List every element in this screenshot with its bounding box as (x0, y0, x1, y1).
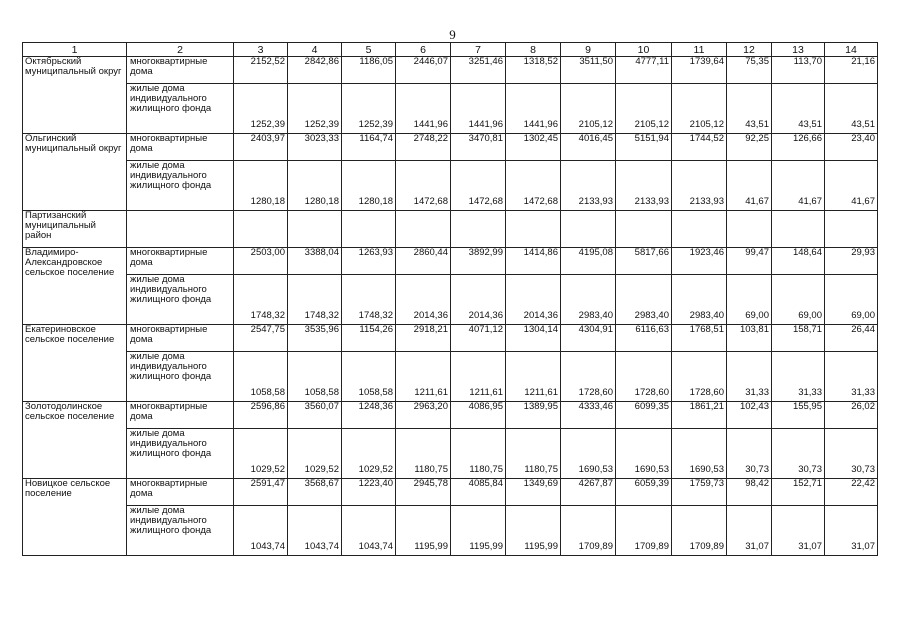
table-cell (616, 211, 672, 248)
tariff-table (22, 42, 878, 556)
value-cell: 2963,20 (396, 402, 451, 429)
table-row (23, 275, 878, 325)
value-cell: 155,95 (772, 402, 825, 429)
value-cell: 103,81 (727, 325, 772, 352)
value-cell: 126,66 (772, 134, 825, 161)
value-cell: 3388,04 (288, 248, 342, 275)
value-cell: 1302,45 (506, 134, 561, 161)
value-cell: 1029,52 (342, 429, 396, 479)
value-cell: 1441,96 (451, 84, 506, 134)
value-cell: 1195,99 (506, 506, 561, 556)
value-cell: 1180,75 (396, 429, 451, 479)
table-cell (561, 211, 616, 248)
value-cell: 6116,63 (616, 325, 672, 352)
column-number-header: 4 (288, 43, 342, 57)
value-cell: 41,67 (825, 161, 878, 211)
value-cell: 41,67 (727, 161, 772, 211)
table-cell (234, 211, 288, 248)
value-cell: 31,33 (727, 352, 772, 402)
value-cell: 43,51 (825, 84, 878, 134)
value-cell: 43,51 (772, 84, 825, 134)
value-cell: 43,51 (727, 84, 772, 134)
value-cell: 2014,36 (396, 275, 451, 325)
value-cell: 1058,58 (234, 352, 288, 402)
value-cell: 23,40 (825, 134, 878, 161)
value-cell: 1280,18 (288, 161, 342, 211)
district-name: Екатериновское сельское поселение (23, 325, 127, 402)
value-cell: 30,73 (825, 429, 878, 479)
value-cell: 102,43 (727, 402, 772, 429)
value-cell: 2446,07 (396, 57, 451, 84)
column-number-header: 9 (561, 43, 616, 57)
value-cell: 4086,95 (451, 402, 506, 429)
value-cell: 2748,22 (396, 134, 451, 161)
value-cell: 1690,53 (561, 429, 616, 479)
value-cell: 1186,05 (342, 57, 396, 84)
value-cell: 2591,47 (234, 479, 288, 506)
value-cell: 158,71 (772, 325, 825, 352)
value-cell: 1739,64 (672, 57, 727, 84)
value-cell: 3511,50 (561, 57, 616, 84)
value-cell: 1043,74 (288, 506, 342, 556)
value-cell: 1472,68 (396, 161, 451, 211)
table-row (23, 506, 878, 556)
building-type: многоквартирные дома (127, 402, 234, 429)
table-cell (127, 211, 234, 248)
value-cell: 2152,52 (234, 57, 288, 84)
value-cell: 1252,39 (288, 84, 342, 134)
page-number: 9 (449, 27, 456, 42)
value-cell: 1248,36 (342, 402, 396, 429)
table-cell (772, 211, 825, 248)
value-cell: 1252,39 (342, 84, 396, 134)
value-cell: 3251,46 (451, 57, 506, 84)
value-cell: 4777,11 (616, 57, 672, 84)
value-cell: 1223,40 (342, 479, 396, 506)
value-cell: 1280,18 (234, 161, 288, 211)
value-cell: 75,35 (727, 57, 772, 84)
table-row (23, 211, 878, 248)
district-name: Ольгинский муниципальный округ (23, 134, 127, 211)
value-cell: 1861,21 (672, 402, 727, 429)
value-cell: 3568,67 (288, 479, 342, 506)
table-cell (727, 211, 772, 248)
value-cell: 3470,81 (451, 134, 506, 161)
table-cell (506, 211, 561, 248)
value-cell: 2983,40 (672, 275, 727, 325)
value-cell: 1154,26 (342, 325, 396, 352)
value-cell: 1690,53 (616, 429, 672, 479)
value-cell: 31,33 (825, 352, 878, 402)
value-cell: 1211,61 (506, 352, 561, 402)
column-number-header: 7 (451, 43, 506, 57)
table-row (23, 57, 878, 84)
value-cell: 6099,35 (616, 402, 672, 429)
column-number-row (23, 43, 878, 57)
building-type: жилые дома индивидуального жилищного фонда (127, 429, 234, 479)
value-cell: 1304,14 (506, 325, 561, 352)
value-cell: 1180,75 (506, 429, 561, 479)
value-cell: 1728,60 (561, 352, 616, 402)
value-cell: 1472,68 (506, 161, 561, 211)
value-cell: 2014,36 (506, 275, 561, 325)
value-cell: 1043,74 (342, 506, 396, 556)
value-cell: 1211,61 (396, 352, 451, 402)
table-row (23, 161, 878, 211)
table-row (23, 248, 878, 275)
value-cell: 5151,94 (616, 134, 672, 161)
value-cell: 1195,99 (451, 506, 506, 556)
value-cell: 2547,75 (234, 325, 288, 352)
value-cell: 1472,68 (451, 161, 506, 211)
table-row (23, 429, 878, 479)
column-number-header: 14 (825, 43, 878, 57)
value-cell: 4333,46 (561, 402, 616, 429)
table-row (23, 402, 878, 429)
district-name: Октябрьский муниципальный округ (23, 57, 127, 134)
table-cell (672, 211, 727, 248)
value-cell: 4085,84 (451, 479, 506, 506)
value-cell: 4267,87 (561, 479, 616, 506)
building-type: многоквартирные дома (127, 134, 234, 161)
building-type: многоквартирные дома (127, 479, 234, 506)
value-cell: 3892,99 (451, 248, 506, 275)
district-name: Золотодолинское сельское поселение (23, 402, 127, 479)
value-cell: 2014,36 (451, 275, 506, 325)
column-number-header: 1 (23, 43, 127, 57)
table-row (23, 352, 878, 402)
value-cell: 1748,32 (342, 275, 396, 325)
value-cell: 2983,40 (616, 275, 672, 325)
value-cell: 29,93 (825, 248, 878, 275)
value-cell: 2133,93 (672, 161, 727, 211)
value-cell: 2918,21 (396, 325, 451, 352)
value-cell: 2503,00 (234, 248, 288, 275)
value-cell: 1728,60 (672, 352, 727, 402)
table-cell (342, 211, 396, 248)
value-cell: 3023,33 (288, 134, 342, 161)
table-row (23, 479, 878, 506)
value-cell: 2133,93 (561, 161, 616, 211)
building-type: многоквартирные дома (127, 57, 234, 84)
value-cell: 152,71 (772, 479, 825, 506)
value-cell: 1349,69 (506, 479, 561, 506)
value-cell: 4195,08 (561, 248, 616, 275)
column-number-header: 5 (342, 43, 396, 57)
value-cell: 1748,32 (288, 275, 342, 325)
table-cell (288, 211, 342, 248)
value-cell: 2403,97 (234, 134, 288, 161)
column-number-header: 11 (672, 43, 727, 57)
value-cell: 26,02 (825, 402, 878, 429)
value-cell: 1195,99 (396, 506, 451, 556)
value-cell: 2105,12 (561, 84, 616, 134)
table-cell (451, 211, 506, 248)
district-name: Владимиро-Александровское сельское поселение (23, 248, 127, 325)
value-cell: 148,64 (772, 248, 825, 275)
table-row (23, 325, 878, 352)
value-cell: 1709,89 (616, 506, 672, 556)
value-cell: 2842,86 (288, 57, 342, 84)
column-number-header: 10 (616, 43, 672, 57)
value-cell: 22,42 (825, 479, 878, 506)
table-cell (825, 211, 878, 248)
value-cell: 3560,07 (288, 402, 342, 429)
value-cell: 1058,58 (342, 352, 396, 402)
value-cell: 1164,74 (342, 134, 396, 161)
value-cell: 1709,89 (561, 506, 616, 556)
value-cell: 113,70 (772, 57, 825, 84)
district-name: Партизанский муниципальный район (23, 211, 127, 248)
district-name: Новицкое сельское поселение (23, 479, 127, 556)
value-cell: 31,07 (825, 506, 878, 556)
value-cell: 1768,51 (672, 325, 727, 352)
column-number-header: 6 (396, 43, 451, 57)
value-cell: 31,33 (772, 352, 825, 402)
value-cell: 69,00 (727, 275, 772, 325)
value-cell: 31,07 (727, 506, 772, 556)
value-cell: 1690,53 (672, 429, 727, 479)
value-cell: 30,73 (727, 429, 772, 479)
building-type: жилые дома индивидуального жилищного фонда (127, 161, 234, 211)
value-cell: 4304,91 (561, 325, 616, 352)
building-type: многоквартирные дома (127, 325, 234, 352)
value-cell: 3535,96 (288, 325, 342, 352)
value-cell: 1748,32 (234, 275, 288, 325)
value-cell: 1759,73 (672, 479, 727, 506)
value-cell: 4016,45 (561, 134, 616, 161)
building-type: жилые дома индивидуального жилищного фонда (127, 352, 234, 402)
value-cell: 1728,60 (616, 352, 672, 402)
value-cell: 1744,52 (672, 134, 727, 161)
value-cell: 1029,52 (288, 429, 342, 479)
table-row (23, 84, 878, 134)
value-cell: 2983,40 (561, 275, 616, 325)
value-cell: 26,44 (825, 325, 878, 352)
value-cell: 1318,52 (506, 57, 561, 84)
value-cell: 69,00 (825, 275, 878, 325)
value-cell: 1180,75 (451, 429, 506, 479)
building-type: многоквартирные дома (127, 248, 234, 275)
value-cell: 1441,96 (506, 84, 561, 134)
value-cell: 1029,52 (234, 429, 288, 479)
value-cell: 1043,74 (234, 506, 288, 556)
column-number-header: 8 (506, 43, 561, 57)
building-type: жилые дома индивидуального жилищного фонда (127, 275, 234, 325)
value-cell: 2105,12 (616, 84, 672, 134)
value-cell: 2133,93 (616, 161, 672, 211)
column-number-header: 2 (127, 43, 234, 57)
value-cell: 2105,12 (672, 84, 727, 134)
value-cell: 69,00 (772, 275, 825, 325)
value-cell: 1923,46 (672, 248, 727, 275)
value-cell: 1709,89 (672, 506, 727, 556)
value-cell: 1280,18 (342, 161, 396, 211)
column-number-header: 13 (772, 43, 825, 57)
value-cell: 1441,96 (396, 84, 451, 134)
value-cell: 2945,78 (396, 479, 451, 506)
column-number-header: 12 (727, 43, 772, 57)
value-cell: 21,16 (825, 57, 878, 84)
value-cell: 2596,86 (234, 402, 288, 429)
value-cell: 1252,39 (234, 84, 288, 134)
value-cell: 1058,58 (288, 352, 342, 402)
value-cell: 4071,12 (451, 325, 506, 352)
value-cell: 99,47 (727, 248, 772, 275)
building-type: жилые дома индивидуального жилищного фонда (127, 84, 234, 134)
value-cell: 98,42 (727, 479, 772, 506)
value-cell: 1211,61 (451, 352, 506, 402)
value-cell: 30,73 (772, 429, 825, 479)
value-cell: 1414,86 (506, 248, 561, 275)
value-cell: 92,25 (727, 134, 772, 161)
value-cell: 1263,93 (342, 248, 396, 275)
table-cell (396, 211, 451, 248)
table-body (23, 43, 878, 556)
value-cell: 6059,39 (616, 479, 672, 506)
value-cell: 1389,95 (506, 402, 561, 429)
value-cell: 5817,66 (616, 248, 672, 275)
table-row (23, 134, 878, 161)
value-cell: 31,07 (772, 506, 825, 556)
value-cell: 41,67 (772, 161, 825, 211)
value-cell: 2860,44 (396, 248, 451, 275)
building-type: жилые дома индивидуального жилищного фонда (127, 506, 234, 556)
column-number-header: 3 (234, 43, 288, 57)
